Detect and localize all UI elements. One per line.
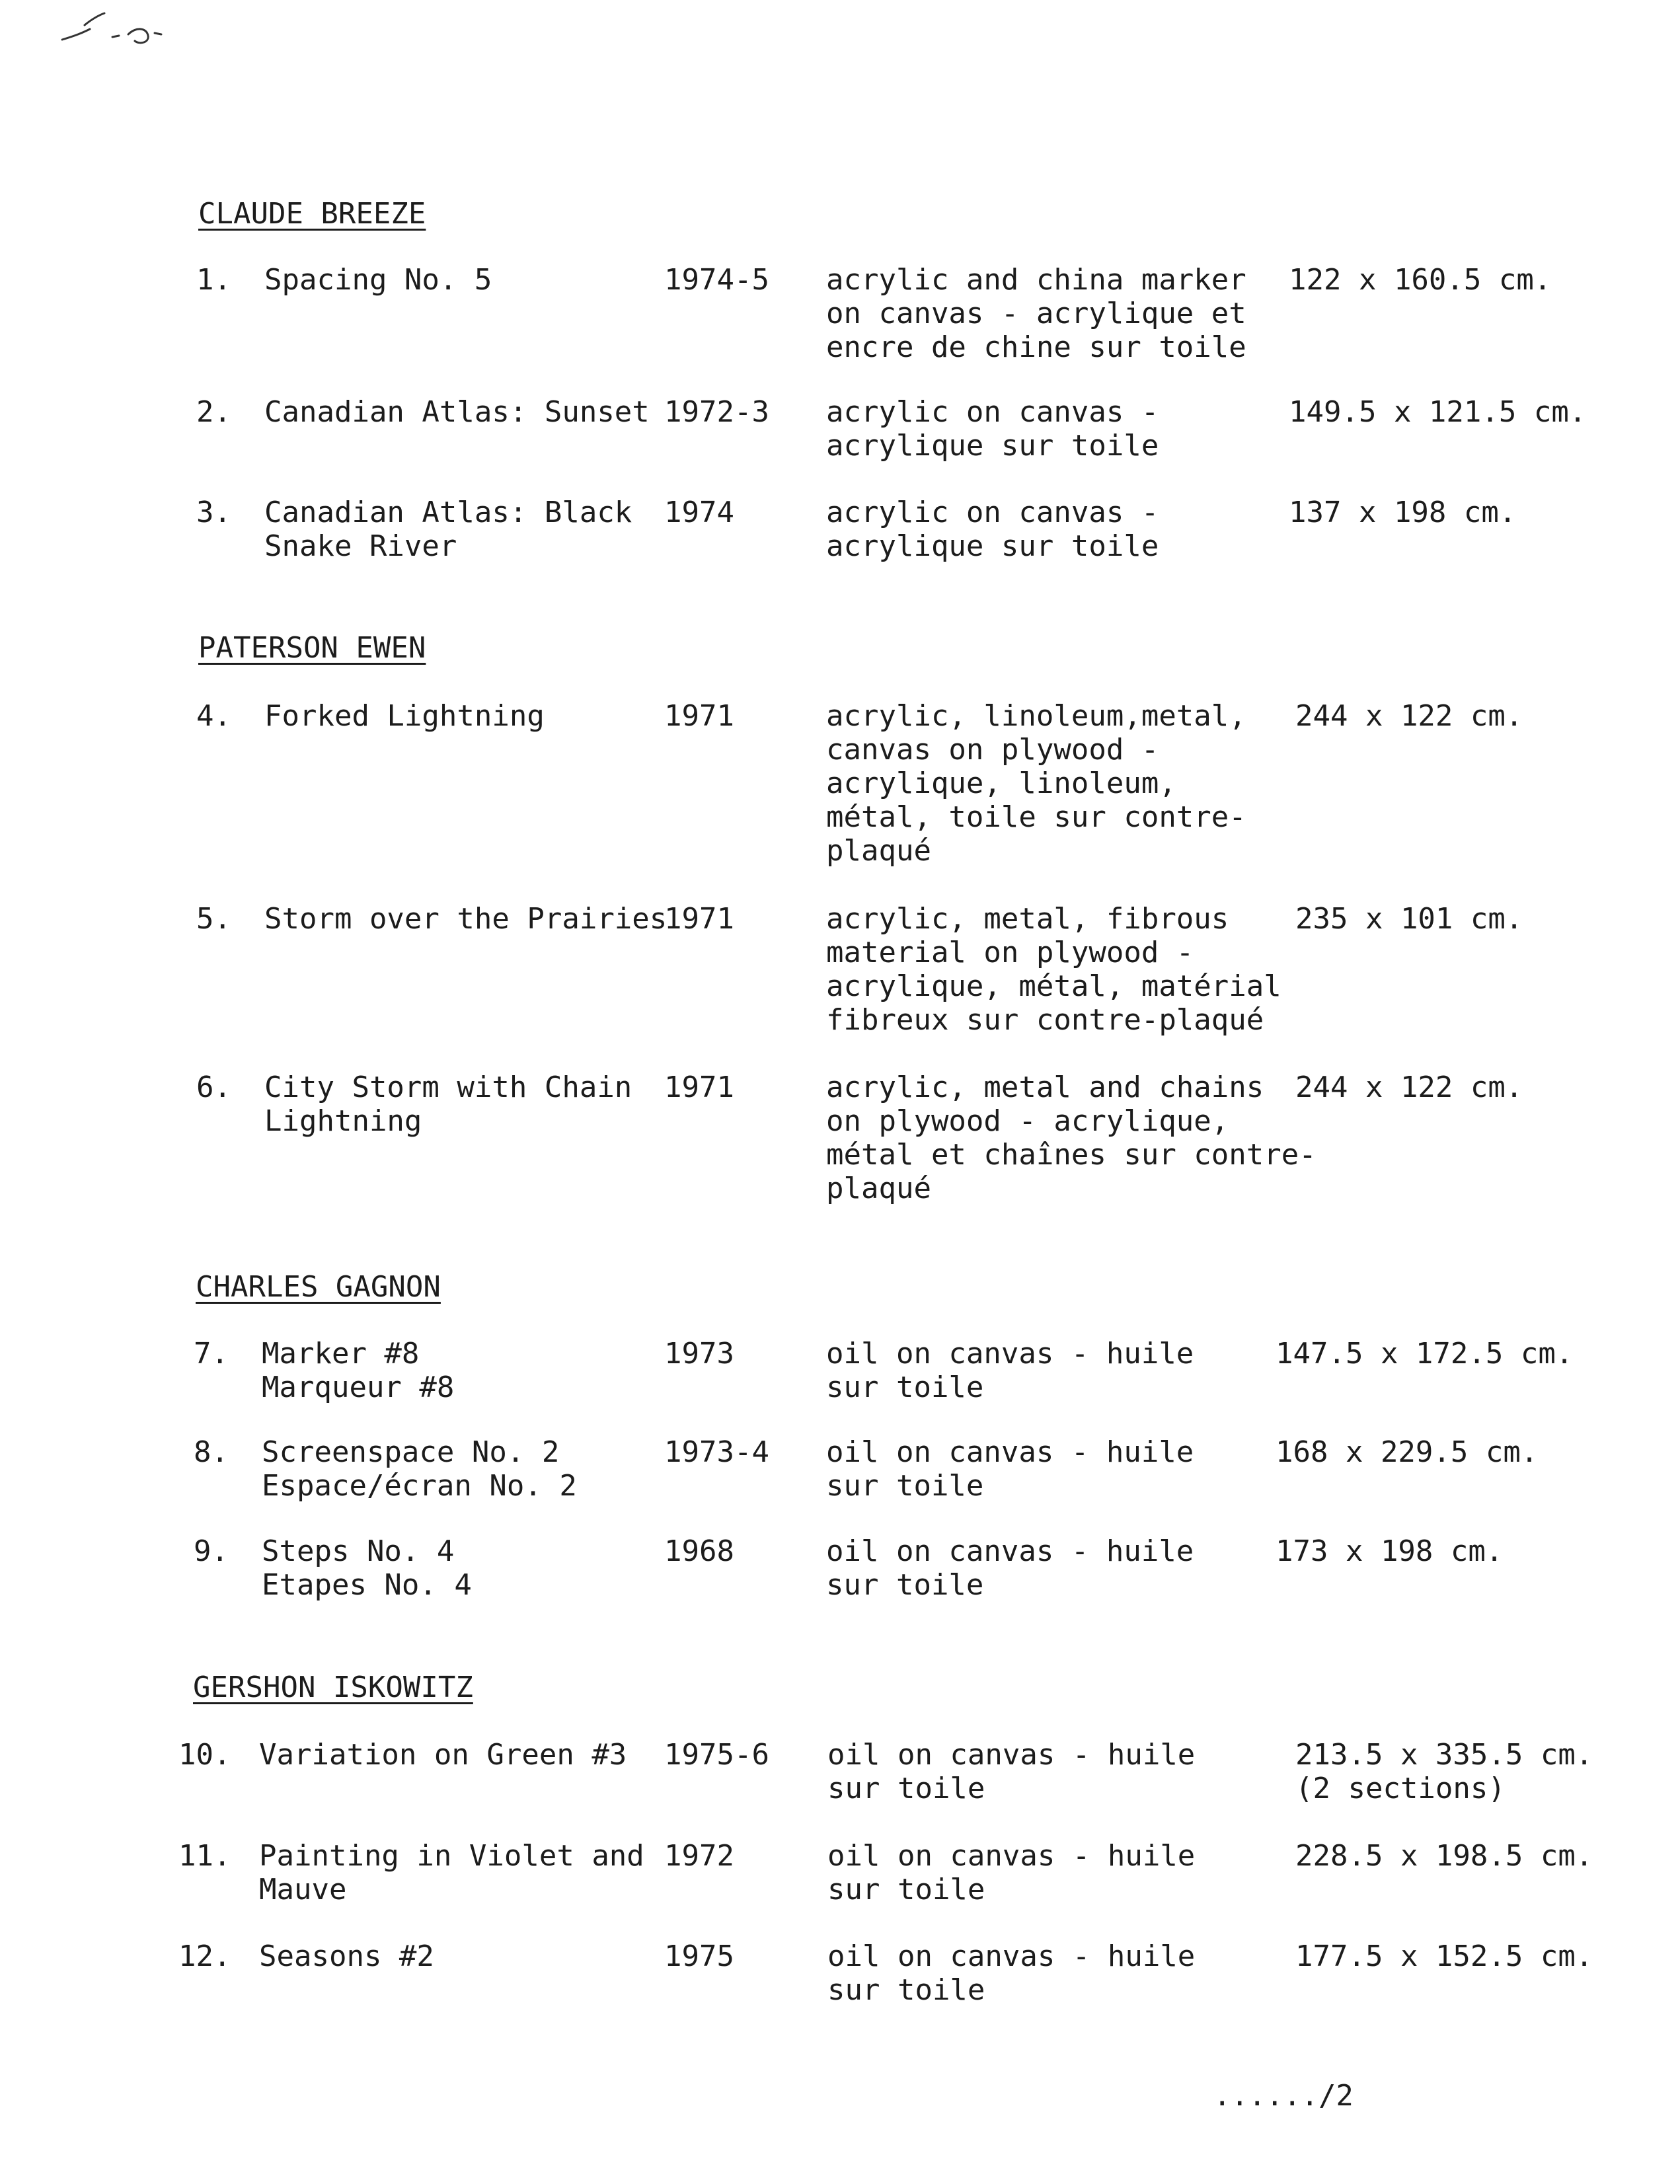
artwork-dimensions: 149.5 x 121.5 cm. <box>1289 395 1587 429</box>
artwork-medium: acrylic, metal and chains on plywood - acrylique, métal et chaînes sur contre- plaqué <box>826 1071 1317 1205</box>
artwork-year: 1972 <box>664 1839 734 1873</box>
item-number: 5. <box>196 902 231 936</box>
item-number: 11. <box>178 1839 231 1873</box>
artwork-year: 1974-5 <box>664 263 769 297</box>
artwork-title: Storm over the Prairies <box>264 902 668 936</box>
artwork-year: 1974 <box>664 496 734 529</box>
artwork-year: 1973-4 <box>664 1435 769 1469</box>
artwork-medium: oil on canvas - huile sur toile <box>826 1435 1194 1503</box>
artwork-title: Seasons #2 <box>259 1939 434 1973</box>
item-number: 9. <box>194 1534 229 1568</box>
artwork-title: Canadian Atlas: Sunset <box>264 395 650 429</box>
artwork-dimensions: 244 x 122 cm. <box>1295 1071 1523 1104</box>
item-number: 2. <box>196 395 231 429</box>
artwork-year: 1971 <box>664 902 734 936</box>
artist-heading: CLAUDE BREEZE <box>198 197 426 231</box>
artwork-year: 1975-6 <box>664 1738 769 1772</box>
artwork-title: Steps No. 4 Etapes No. 4 <box>262 1534 472 1602</box>
artwork-year: 1968 <box>664 1534 734 1568</box>
item-number: 1. <box>196 263 231 297</box>
artwork-medium: oil on canvas - huile sur toile <box>827 1839 1196 1906</box>
handwritten-mark-icon <box>56 7 174 59</box>
artwork-title: Spacing No. 5 <box>264 263 492 297</box>
artwork-dimensions: 147.5 x 172.5 cm. <box>1276 1337 1574 1371</box>
page-continuation: ....../2 <box>1213 2079 1354 2113</box>
artwork-dimensions: 122 x 160.5 cm. <box>1289 263 1552 297</box>
artwork-title: Painting in Violet and Mauve <box>259 1839 644 1906</box>
artwork-dimensions: 173 x 198 cm. <box>1276 1534 1504 1568</box>
artwork-title: Variation on Green #3 <box>259 1738 627 1772</box>
artwork-dimensions: 235 x 101 cm. <box>1295 902 1523 936</box>
artwork-title: Screenspace No. 2 Espace/écran No. 2 <box>262 1435 577 1503</box>
artwork-medium: oil on canvas - huile sur toile <box>827 1939 1196 2007</box>
artwork-title: City Storm with Chain Lightning <box>264 1071 632 1138</box>
item-number: 12. <box>178 1939 231 1973</box>
artwork-dimensions: 177.5 x 152.5 cm. <box>1295 1939 1593 1973</box>
artist-heading: CHARLES GAGNON <box>196 1270 441 1304</box>
artwork-year: 1972-3 <box>664 395 769 429</box>
artwork-medium: oil on canvas - huile sur toile <box>826 1337 1194 1404</box>
artwork-year: 1971 <box>664 699 734 733</box>
artwork-dimensions: 137 x 198 cm. <box>1289 496 1517 529</box>
item-number: 10. <box>178 1738 231 1772</box>
artwork-title: Marker #8 Marqueur #8 <box>262 1337 455 1404</box>
artwork-dimensions: 244 x 122 cm. <box>1295 699 1523 733</box>
item-number: 4. <box>196 699 231 733</box>
artwork-title: Canadian Atlas: Black Snake River <box>264 496 632 563</box>
artwork-medium: acrylic, linoleum,metal, canvas on plywood - acrylique, linoleum, métal, toile sur contre- plaqué <box>826 699 1246 868</box>
artwork-dimensions: 213.5 x 335.5 cm. (2 sections) <box>1295 1738 1593 1805</box>
artwork-medium: acrylic on canvas - acrylique sur toile <box>826 395 1159 463</box>
item-number: 7. <box>194 1337 229 1371</box>
artwork-medium: oil on canvas - huile sur toile <box>827 1738 1196 1805</box>
artwork-title: Forked Lightning <box>264 699 545 733</box>
artwork-medium: acrylic and china marker on canvas - acrylique et encre de chine sur toile <box>826 263 1246 364</box>
artist-heading: PATERSON EWEN <box>198 631 426 665</box>
artwork-year: 1971 <box>664 1071 734 1104</box>
artwork-medium: acrylic, metal, fibrous material on plywood - acrylique, métal, matérial fibreux sur contre-plaqué <box>826 902 1281 1037</box>
artwork-medium: oil on canvas - huile sur toile <box>826 1534 1194 1602</box>
artwork-dimensions: 168 x 229.5 cm. <box>1276 1435 1539 1469</box>
item-number: 3. <box>196 496 231 529</box>
artist-heading: GERSHON ISKOWITZ <box>193 1671 473 1704</box>
artwork-medium: acrylic on canvas - acrylique sur toile <box>826 496 1159 563</box>
item-number: 8. <box>194 1435 229 1469</box>
item-number: 6. <box>196 1071 231 1104</box>
artwork-dimensions: 228.5 x 198.5 cm. <box>1295 1839 1593 1873</box>
artwork-year: 1975 <box>664 1939 734 1973</box>
artwork-year: 1973 <box>664 1337 734 1371</box>
